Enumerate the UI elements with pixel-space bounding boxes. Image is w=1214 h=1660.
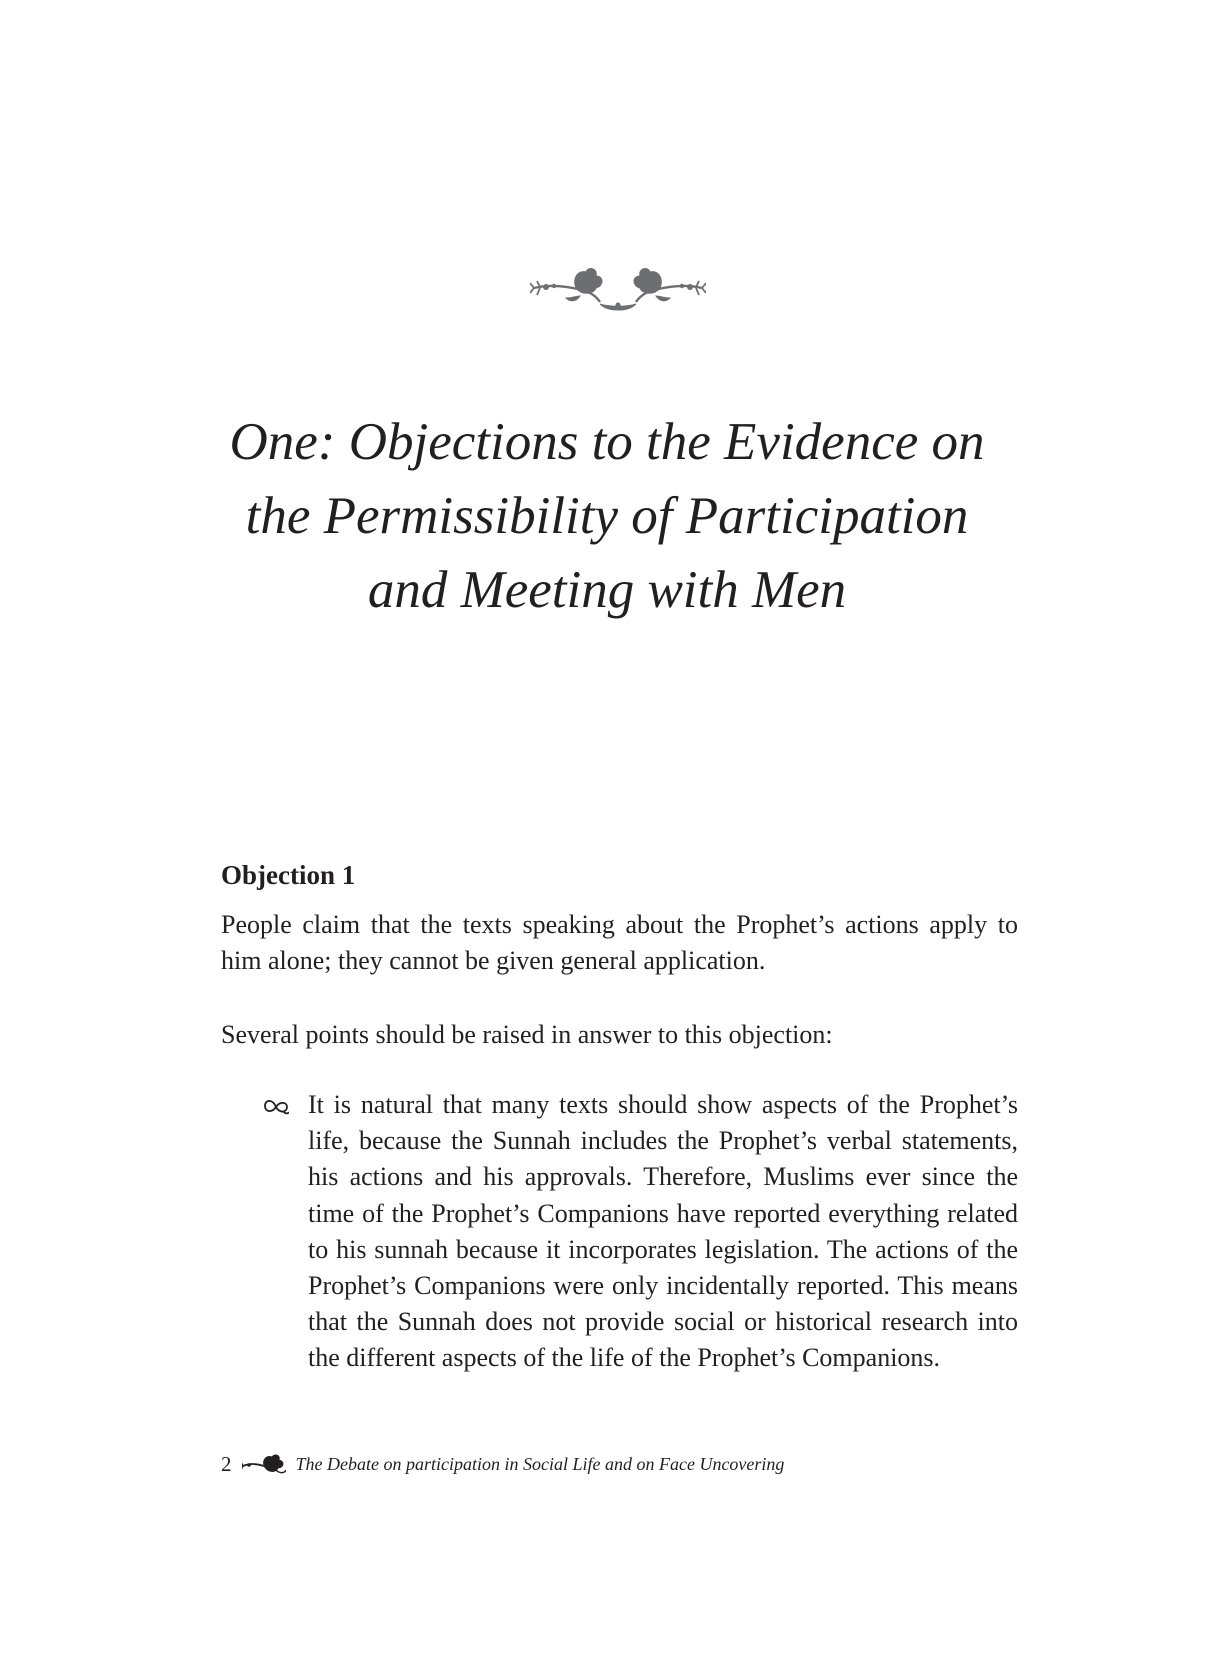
chapter-title-line: and Meeting with Men [367, 561, 847, 619]
swash-bullet-icon [263, 1097, 289, 1117]
page-footer [221, 1451, 784, 1477]
chapter-title-line: the Permissibility of Participation [245, 487, 969, 545]
section-heading: Objection 1 [221, 860, 356, 890]
body-paragraph: People claim that the texts speaking about the Prophet’s actions apply to him alone; they cannot be given general application. [221, 910, 1018, 975]
page-number: 2 [221, 1452, 232, 1476]
body-paragraph: Several points should be raised in answer to this objection: [221, 1020, 833, 1049]
bullet-text: It is natural that many texts should show aspects of the Prophet’s life, because the Sunnah includes the Prophet’s verbal statements, his actions and his approvals. Therefore, Muslims ever since the time of the Prophet’s Companions have reported everything related to his sunnah because it incorporates legislation. The actions of the Prophet’s Companions were only incidentally reported. This means that the Sunnah does not provide social or historical research into the different aspects of the life of the Prophet’s Companions. [308, 1090, 1018, 1373]
footer-floral-icon [242, 1454, 286, 1474]
floral-ornament-icon [530, 266, 706, 312]
chapter-title-line: One: Objections to the Evidence on [229, 413, 985, 471]
chapter-title [160, 405, 1054, 627]
running-title: The Debate on participation in Social Life and on Face Uncovering [295, 1454, 785, 1474]
